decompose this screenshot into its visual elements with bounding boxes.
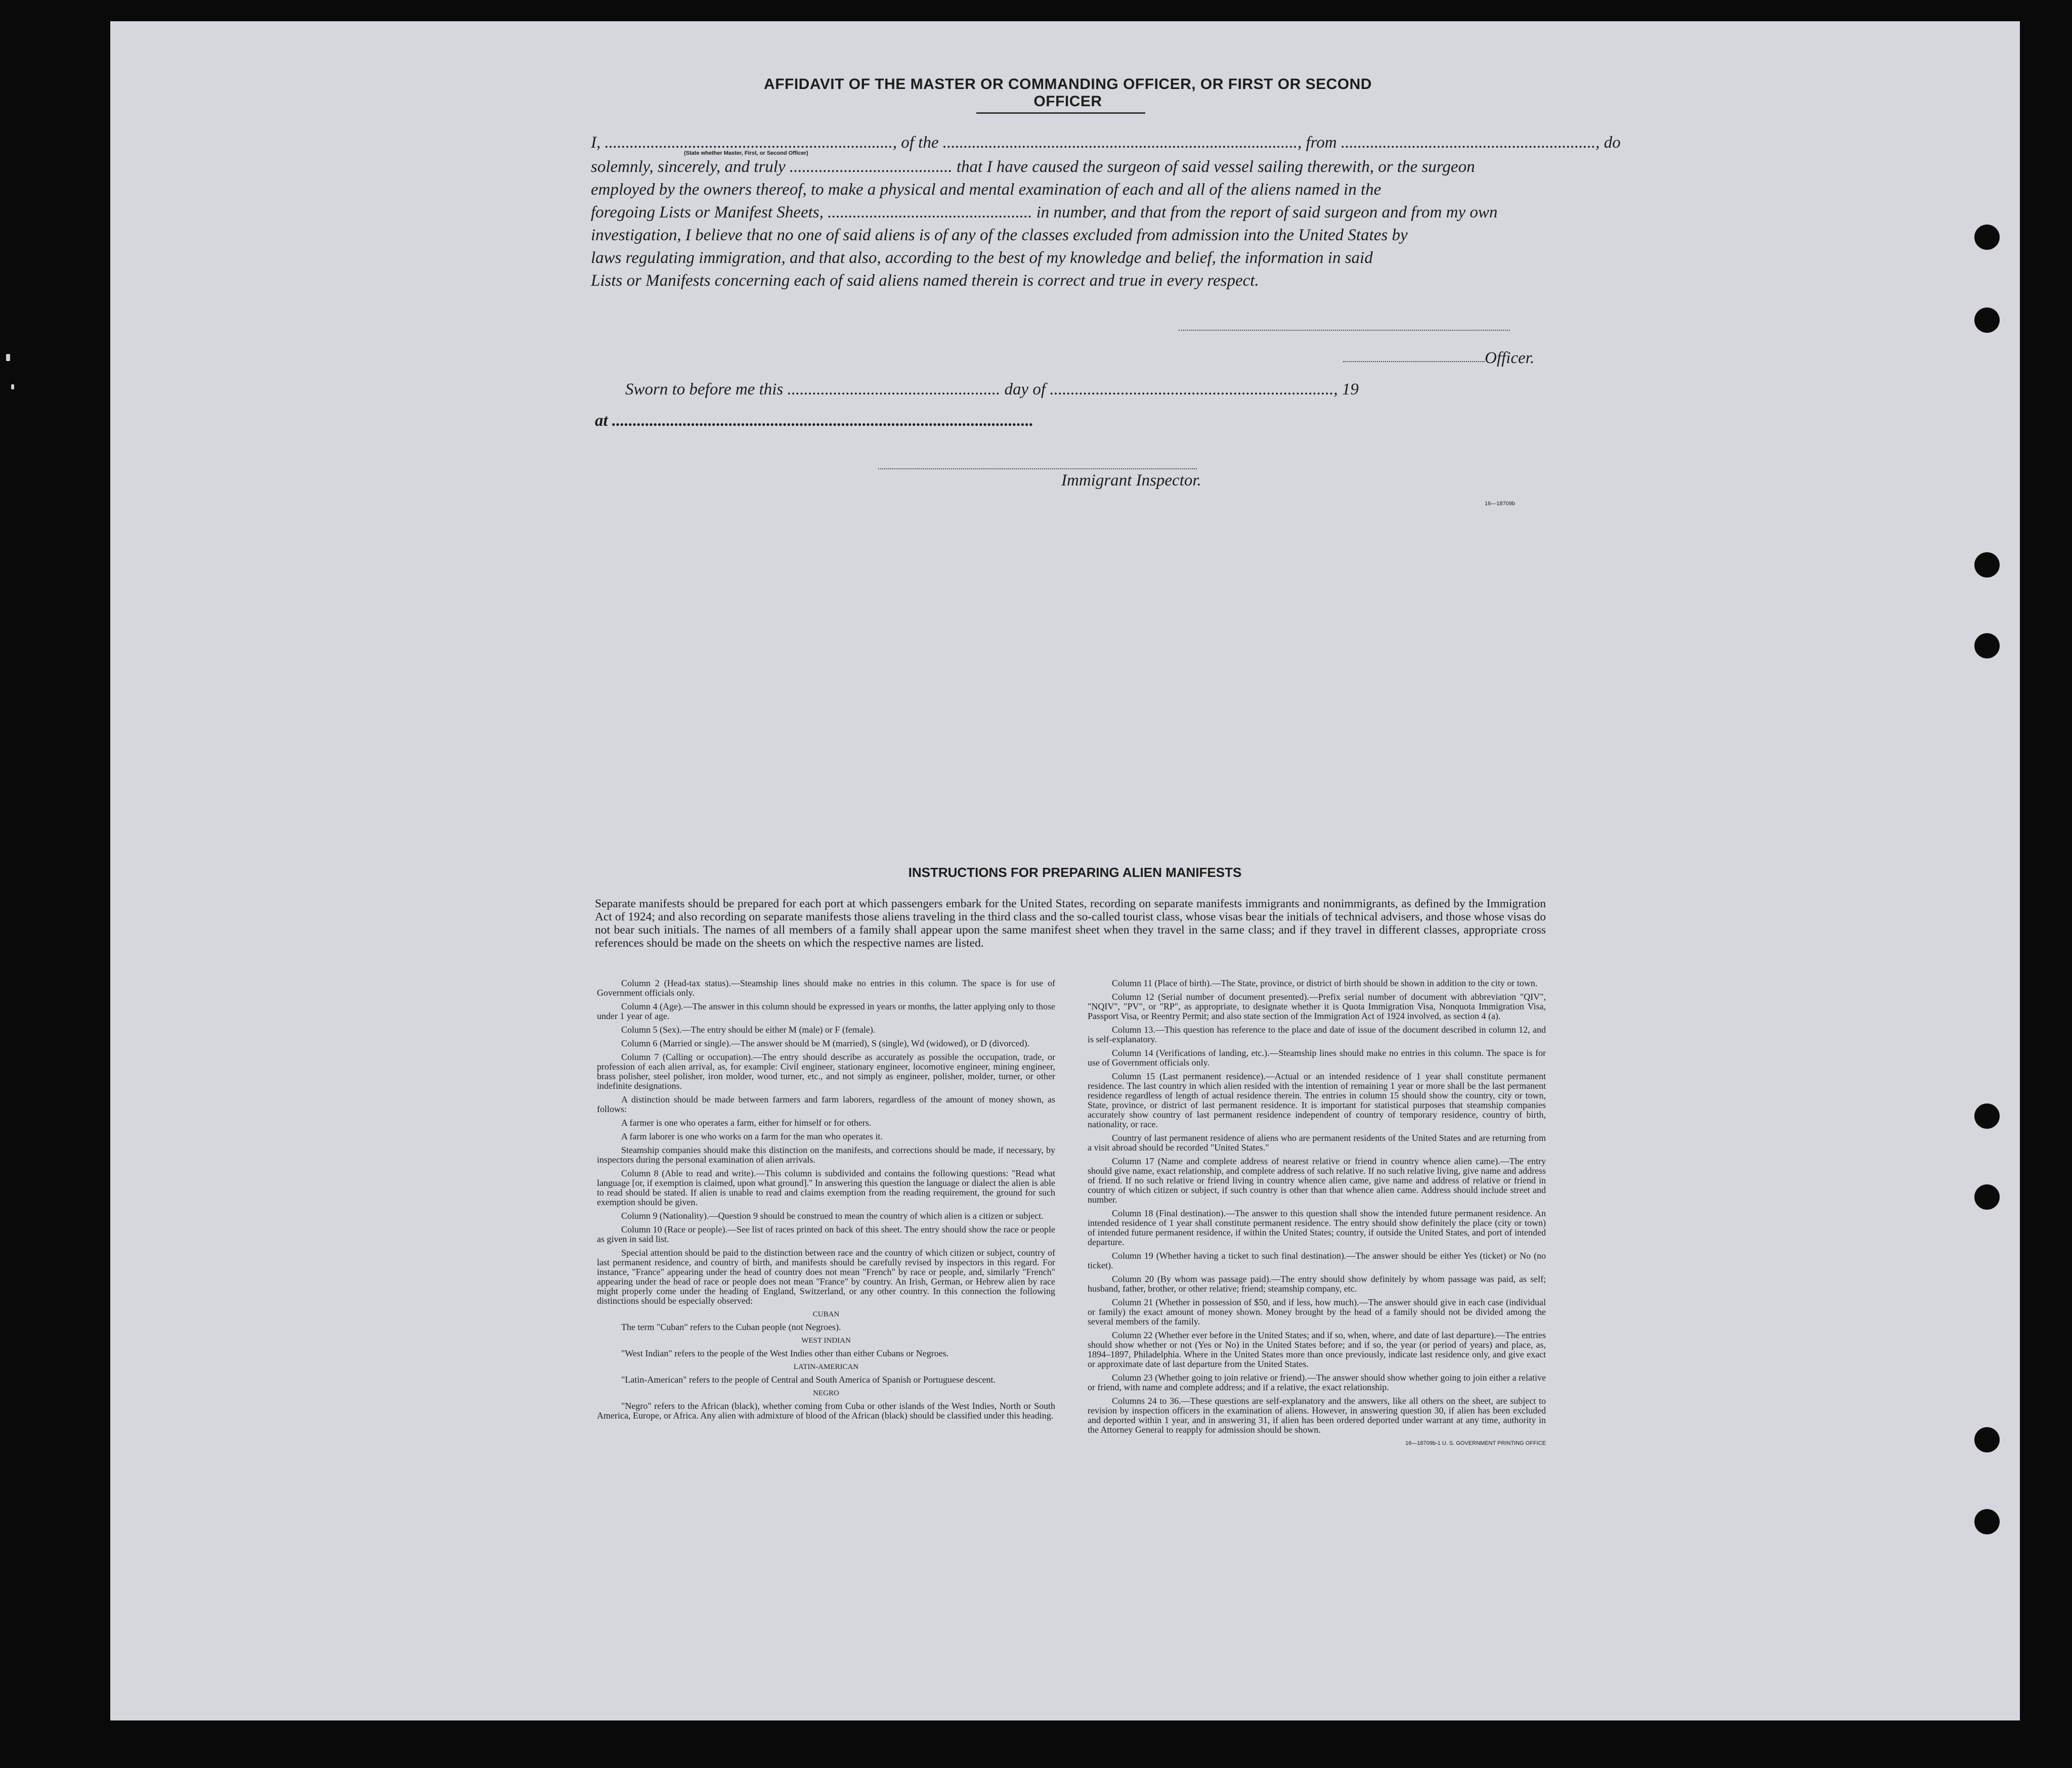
instruction-paragraph: Column 20 (By whom was passage paid).—The entry should show definitely by whom passage was paid, as self; husband, father, brother, or other relative; friend; steamship company, etc. — [1088, 1274, 1546, 1294]
section-heading: WEST INDIAN — [801, 1337, 851, 1345]
instruction-paragraph: Column 11 (Place of birth).—The State, province, or district of birth should be shown in addition to the city or town. — [1112, 978, 1538, 988]
title-underline — [976, 112, 1145, 114]
instruction-paragraph: Column 4 (Age).—The answer in this column should be expressed in years or months, the latter applying only to those under 1 year of age. — [597, 1001, 1055, 1021]
punch-hole — [1974, 1184, 2000, 1210]
officer-label: Officer. — [1485, 349, 1535, 367]
instruction-paragraph: Column 18 (Final destination).—The answer to this question shall show the intended future permanent residence. An intended residence of 1 year shall constitute permanent residence. The entry should show definitely the place (city or town) of intended future permanent residence, if within the United States; country, if outside the United States, and port of intended departure. — [1088, 1208, 1546, 1247]
affidavit-line: solemnly, sincerely, and truly ....................................... that I have caused the surgeon of said vessel sailing therewith, or the surgeon — [591, 158, 1475, 176]
affidavit-note: (State whether Master, First, or Second Officer) — [684, 150, 808, 156]
scan-speck — [6, 354, 10, 361]
section-heading: NEGRO — [813, 1389, 839, 1397]
instruction-paragraph: A distinction should be made between farmers and farm laborers, regardless of the amount of money shown, as follows: — [597, 1094, 1055, 1114]
instruction-paragraph: Column 22 (Whether ever before in the United States; and if so, when, where, and date of last departure).—The entries should show whether or not (Yes or No) in the United States before; and if so, the year (or period of years) and place, as, 1894–1897, Philadelphia. Where in the United States more than once previously, indicate last residence only, and give exact or approximate date of last departure from the United States. — [1088, 1330, 1546, 1369]
instruction-paragraph: A farm laborer is one who works on a farm for the man who operates it. — [621, 1131, 883, 1141]
instruction-paragraph: "Negro" refers to the African (black), whether coming from Cuba or other islands of the West Indies, North or South America, Europe, or Africa. Any alien with admixture of blood of the African (black) should be classified under this heading. — [597, 1401, 1055, 1421]
inspector-signature-line — [878, 468, 1197, 469]
punch-hole — [1974, 1103, 2000, 1129]
instruction-paragraph: Column 2 (Head-tax status).—Steamship lines should make no entries in this column. The space is for use of Government officials only. — [597, 978, 1055, 998]
affidavit-line: laws regulating immigration, and that also, according to the best of my knowledge and belief, the information in said — [591, 249, 1373, 267]
instruction-paragraph: Column 19 (Whether having a ticket to such final destination).—The answer should be either Yes (ticket) or No (no ticket). — [1088, 1251, 1546, 1270]
instruction-paragraph: "West Indian" refers to the people of the West Indies other than either Cubans or Negroes. — [621, 1348, 949, 1358]
instruction-paragraph: The term "Cuban" refers to the Cuban people (not Negroes). — [621, 1322, 841, 1332]
affidavit-line: Lists or Manifests concerning each of said aliens named therein is correct and true in every respect. — [591, 272, 1259, 290]
instruction-paragraph: Column 6 (Married or single).—The answer should be M (married), S (single), Wd (widowed), or D (divorced). — [621, 1038, 1029, 1048]
instruction-paragraph: Columns 24 to 36.—These questions are self-explanatory and the answers, like all others on the sheet, are subject to revision by inspection officers in the examination of aliens. However, in answering question 30, if alien has been excluded and deported within 1 year, and in answering 31, if alien has been ordered deported under warrant at any time, authority in the Attorney General to reapply for admission should be shown. — [1088, 1396, 1546, 1435]
affidavit-line: employed by the owners thereof, to make a physical and mental examination of each and all of the aliens named in the — [591, 181, 1382, 199]
instructions-left-column — [597, 979, 1055, 1425]
affidavit-line: foregoing Lists or Manifest Sheets, ................................................. in number, and that from the report of said surgeon and from my own — [591, 203, 1498, 222]
instructions-right-column — [1088, 979, 1546, 1452]
form-code: 16—18709b — [1485, 501, 1515, 507]
affidavit-line: I, ....................................................................., of the ....................................................................................., from ............................................................., do — [591, 134, 1621, 152]
punch-hole — [1974, 552, 2000, 578]
instructions-intro: Separate manifests should be prepared for each port at which passengers embark for the United States, recording on separate manifests immigrants and nonimmigrants, as defined by the Immigration Act of 1924; and also recording on separate manifests those aliens traveling in the third class and the so-called tourist class, whose visas bear the initials of technical advisers, and those whose visas do not bear such initials. The names of all members of a family shall appear upon the same manifest sheet when they travel in the same class; and if they travel in different classes, appropriate cross references should be made on the sheets on which the respective names are listed. — [595, 897, 1546, 950]
instruction-paragraph: Column 13.—This question has reference to the place and date of issue of the document described in column 12, and is self-explanatory. — [1088, 1025, 1546, 1044]
at-line: at ..................................................................................................... — [595, 412, 1034, 430]
instruction-paragraph: Column 7 (Calling or occupation).—The entry should describe as accurately as possible the occupation, trade, or profession of each alien arrival, as, for example: Civil engineer, stationary engineer, locomotive engineer, mining engineer, brass polisher, steel polisher, iron molder, wood turner, etc., and not simply as engineer, polisher, molder, turner, or other indefinite designations. — [597, 1052, 1055, 1091]
instruction-paragraph: Column 8 (Able to read and write).—This column is subdivided and contains the following questions: "Read what language [or, if exemption is claimed, upon what ground]." In answering this question the language or dialect the alien is able to read should be stated. If alien is unable to read and claims exemption from the reading requirement, the ground for such exemption should be given. — [597, 1168, 1055, 1207]
instruction-paragraph: Column 10 (Race or people).—See list of races printed on back of this sheet. The entry should show the race or people as given in said list. — [597, 1224, 1055, 1244]
instruction-paragraph: Column 23 (Whether going to join relative or friend).—The answer should show whether going to join either a relative or friend, with name and complete address; and if a relative, the exact relationship. — [1088, 1373, 1546, 1392]
instruction-paragraph: Column 9 (Nationality).—Question 9 should be construed to mean the country of which alien is a citizen or subject. — [621, 1211, 1044, 1221]
section-heading: LATIN-AMERICAN — [793, 1363, 859, 1371]
instruction-paragraph: Special attention should be paid to the distinction between race and the country of which citizen or subject, country of last permanent residence, and country of birth, and manifests should be carefully revised by inspectors in this regard. For instance, "France" appearing under the head of country does not mean "French" by race or people, and, similarly "French" appearing under the head of race or people does not mean "France" by country. An Irish, German, or Hebrew alien by race might properly come under the heading of England, Switzerland, or any other country. In this connection the following distinctions should be especially observed: — [597, 1248, 1055, 1306]
instruction-paragraph: Country of last permanent residence of aliens who are permanent residents of the United States and are returning from a visit abroad should be recorded "United States." — [1088, 1133, 1546, 1153]
sworn-line: Sworn to before me this ................................................... day of ...................................................................., 19 — [625, 380, 1359, 399]
inspector-label: Immigrant Inspector. — [1061, 471, 1201, 490]
signature-line — [1179, 330, 1510, 331]
instruction-paragraph: Column 21 (Whether in possession of $50, and if less, how much).—The answer should give in each case (individual or family) the exact amount of money shown. Money brought by the head of a family should not be divided among the several members of the family. — [1088, 1297, 1546, 1327]
instruction-paragraph: Column 5 (Sex).—The entry should be either M (male) or F (female). — [621, 1025, 876, 1035]
instruction-paragraph: A farmer is one who operates a farm, either for himself or for others. — [621, 1118, 872, 1128]
instruction-paragraph: Column 15 (Last permanent residence).—Actual or an intended residence of 1 year shall constitute permanent residence. The last country in which alien resided with the intention of remaining 1 year or more shall be the last permanent residence regardless of length of actual residence therein. The entries in column 15 should show the country, city or town, State, province, or district of last permanent residence. It is important for statistical purposes that steamship companies accurately show country of last permanent residence independent of country of temporary residence, country of birth, nationality, or race. — [1088, 1071, 1546, 1129]
footer-code: 16—18709b-1 U. S. GOVERNMENT PRINTING OFFICE — [1405, 1440, 1546, 1446]
instruction-paragraph: Column 12 (Serial number of document presented).—Prefix serial number of document with abbreviation "QIV", "NQIV", "PV", or "RP", as appropriate, to designate whether it is Quota Immigration Visa, Nonquota Immigration Visa, Passport Visa, or Reentry Permit; and also state section of the Immigration Act of 1924 involved, as section 4 (a). — [1088, 992, 1546, 1021]
punch-hole — [1974, 1427, 2000, 1452]
scan-speck — [11, 384, 14, 389]
affidavit-line: investigation, I believe that no one of said aliens is of any of the classes excluded from admission into the United States by — [591, 226, 1408, 244]
instruction-paragraph: Column 14 (Verifications of landing, etc.).—Steamship lines should make no entries in this column. The space is for use of Government officials only. — [1088, 1048, 1546, 1068]
section-heading: CUBAN — [812, 1310, 840, 1318]
instruction-paragraph: Column 17 (Name and complete address of nearest relative or friend in country whence alien came).—The entry should give name, exact relationship, and complete address of such relative. If no such relative living, give name and address of friend. If no such relative or friend living in country whence alien came, give name and address of relative or friend in country of which citizen or subject, if such country is other than that whence alien came. Address should include street and number. — [1088, 1156, 1546, 1205]
punch-hole — [1974, 225, 2000, 250]
punch-hole — [1974, 1509, 2000, 1534]
instructions-title: INSTRUCTIONS FOR PREPARING ALIEN MANIFESTS — [908, 865, 1242, 880]
signature-line — [1343, 361, 1485, 362]
punch-hole — [1974, 633, 2000, 658]
punch-hole — [1974, 307, 2000, 333]
instruction-paragraph: "Latin-American" refers to the people of Central and South America of Spanish or Portuguese descent. — [621, 1375, 996, 1385]
instruction-paragraph: Steamship companies should make this distinction on the manifests, and corrections should be made, if necessary, by inspectors during the personal examination of alien arrivals. — [597, 1145, 1055, 1165]
affidavit-title: AFFIDAVIT OF THE MASTER OR COMMANDING OFFICER, OR FIRST OR SECOND OFFICER — [764, 76, 1372, 110]
